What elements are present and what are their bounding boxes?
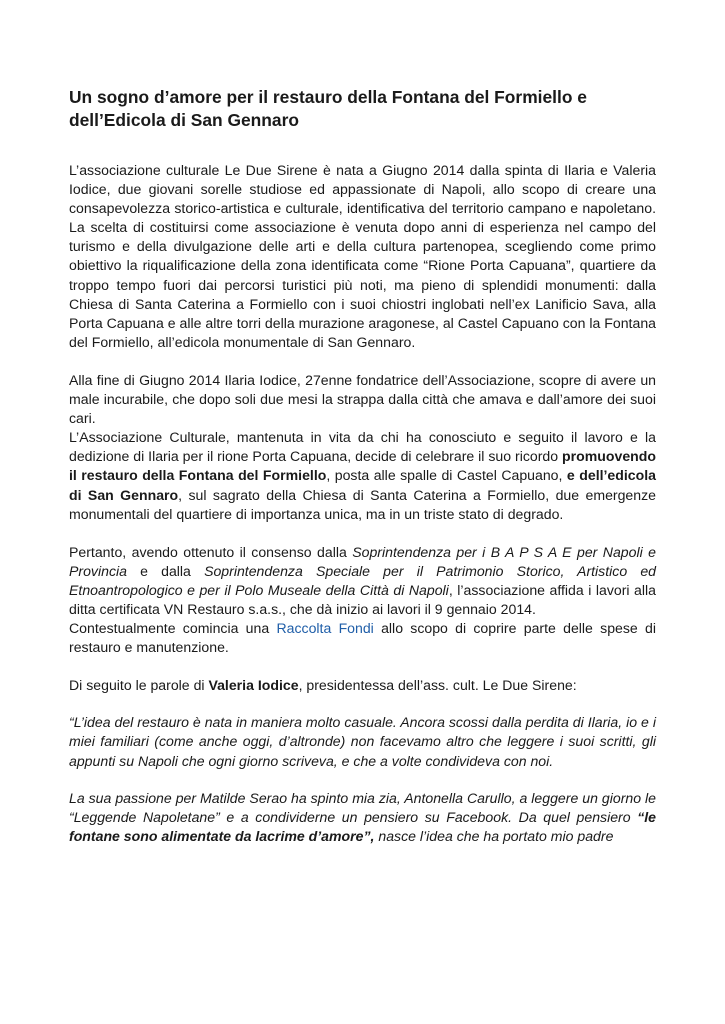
paragraph-fundraising xyxy=(69,619,656,657)
document-page xyxy=(69,86,656,846)
text-span: L’Associazione Culturale, mantenuta in vita da chi ha conosciuto e seguito il lavoro e la dedizione di Ilaria per il rione Porta Capuana, decide di celebrare il suo ricordo xyxy=(69,429,656,465)
text-span: , posta alle spalle di Castel Capuano, xyxy=(326,467,567,484)
italic-quote-text: “L’idea del restauro è nata in maniera molto casuale. Ancora scossi dalla perdita di Ilaria, io e i miei familiari (come anche oggi, d’altronde) non facevamo altro che leggere i suoi scritti, gli appunti su Napoli che ogni giorno scriveva, e che a volte condivideva con noi. xyxy=(69,714,656,769)
bold-italic-fontane-quote: “le fontane sono alimentate da lacrime d’amore”, xyxy=(69,808,656,844)
text-span: allo scopo di coprire parte delle spese di restauro e manutenzione. xyxy=(69,620,656,656)
italic-soprintendenza-speciale: Soprintendenza Speciale per il Patrimonio Storico, Artistico ed Etnoantropologico e per il Polo Museale della Città di Napoli xyxy=(69,562,656,598)
text-span: Contestualmente comincia una xyxy=(69,620,277,637)
italic-quote-text: La sua passione per Matilde Serao ha spinto mia zia, Antonella Carullo, a leggere un giorno le “Leggende Napoletane” e a condividerne un pensiero su Facebook. Da quel pensiero xyxy=(69,789,656,825)
bold-edicola-san-gennaro: e dell’edicola di San Gennaro xyxy=(69,467,656,503)
text-span: , sul sagrato della Chiesa di Santa Caterina a Formiello, due emergenze monumentali del quartiere di importanza unica, ma in un triste stato di degrado. xyxy=(69,486,656,522)
text-span: e dalla xyxy=(126,562,205,579)
paragraph-valeria-intro xyxy=(69,676,656,695)
text-span: Di seguito le parole di xyxy=(69,677,209,694)
quote-paragraph-1 xyxy=(69,713,656,770)
paragraph-association-intro: L’associazione culturale Le Due Sirene è nata a Giugno 2014 dalla spinta di Ilaria e Valeria Iodice, due giovani sorelle studiose ed appassionate di Napoli, allo scopo di creare una consapevolezza storico-artistica e culturale, identificativa del territorio campano e napoletano. La scelta di costituirsi come associazione è venuta dopo anni di esperienza nel campo del turismo e della divulgazione delle arti e della cultura partenopea, scegliendo come primo obiettivo la riqualificazione della zona identificata come “Rione Porta Capuana”, quartiere da troppo tempo fuori dai percorsi turistici più noti, ma pieno di splendidi monumenti: dalla Chiesa di Santa Caterina a Formiello con i suoi chiostri inglobati nell’ex Lanificio Sava, alla Porta Capuana e alle altre torri della murazione aragonese, al Castel Capuano con la Fontana del Formiello, all’edicola monumentale di San Gennaro. xyxy=(69,162,656,350)
italic-quote-text: nasce l’idea che ha portato mio padre xyxy=(374,827,614,844)
paragraph-ilaria-illness: Alla fine di Giugno 2014 Ilaria Iodice, 27enne fondatrice dell’Associazione, scopre di avere un male incurabile, che dopo soli due mesi la strappa dalla città che amava e dall’amore dei suoi cari. xyxy=(69,371,656,427)
page-title: Un sogno d’amore per il restauro della Fontana del Formiello e dell’Edicola di San Gennaro xyxy=(69,87,587,130)
paragraph-restoration-promotion xyxy=(69,428,656,523)
raccolta-fondi-link[interactable]: Raccolta Fondi xyxy=(276,620,374,637)
bold-valeria-iodice: Valeria Iodice xyxy=(208,677,299,694)
text-span: Pertanto, avendo ottenuto il consenso dalla xyxy=(69,543,353,560)
text-span: , l’associazione affida i lavori alla ditta certificata VN Restauro s.a.s., che dà inizio ai lavori il 9 gennaio 2014. xyxy=(69,581,656,617)
quote-paragraph-2 xyxy=(69,789,656,846)
text-span: , presidentessa dell’ass. cult. Le Due Sirene: xyxy=(298,677,577,694)
bold-fontana-restoration: promuovendo il restauro della Fontana del Formiello xyxy=(69,448,656,484)
paragraph-soprintendenza-consent xyxy=(69,543,656,619)
italic-soprintendenza-bapsae: Soprintendenza per i B A P S A E per Napoli e Provincia xyxy=(69,543,656,579)
